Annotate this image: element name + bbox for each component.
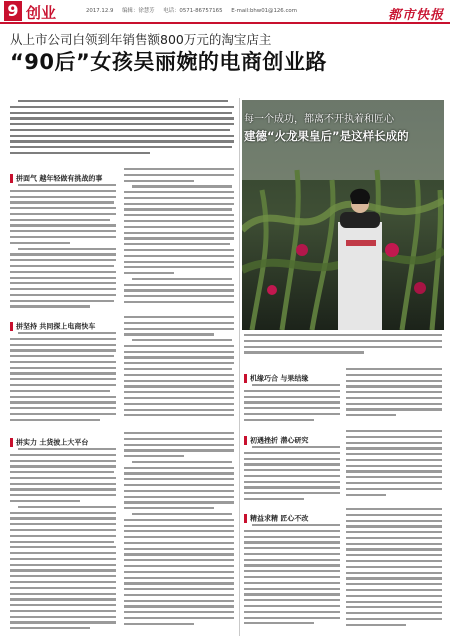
masthead-info [86,6,304,14]
section-marker [10,322,13,331]
section-heading: 拼实力 土货披上大平台 [10,432,88,444]
section-marker [244,374,247,383]
section-marker [244,436,247,445]
section-marker [244,514,247,523]
article-body-column [244,384,342,422]
photo-headline-line2: 建德“火龙果皇后”是这样长成的 [244,129,409,143]
article-body-column [10,332,118,426]
article-body-column [346,508,444,634]
photo-caption [244,334,444,364]
issue-date: 2017.12.9 [86,8,114,14]
column-divider [239,98,240,636]
article-body-column [244,524,342,634]
section-heading: 机缘巧合 与果结缘 [244,368,308,380]
article-body-column [346,430,444,502]
section-heading: 精益求精 匠心不改 [244,508,308,520]
article-body-column [124,316,236,426]
article-body-column [346,368,444,422]
article-body-column [124,432,236,634]
section-heading: 拼坚持 共同探上电商快车 [10,316,95,328]
article-body-column [10,448,118,634]
lead-paragraph [10,100,236,162]
photo-headline [244,110,444,144]
section-marker [10,438,13,447]
article-body-column [10,184,118,312]
photo-headline-line1: 每一个成功，都离不开执着和匠心 [244,114,394,125]
editor-phone: 电话：0571-86757165 [163,8,223,14]
section-heading: 初遇挫折 潜心研究 [244,430,308,442]
article-subtitle: 从上市公司白领到年销售额800万元的淘宝店主 [10,32,272,47]
article-headline: “90后”女孩吴丽婉的电商创业路 [10,50,327,74]
article-body-column [244,446,342,502]
editor-name: 编辑：徐慧芳 [122,8,155,14]
newspaper-logo: 都市快报 [387,8,444,23]
masthead [0,0,450,24]
page-number: 9 [4,1,22,21]
editor-email: E-mail:bhw01@126.com [231,8,297,14]
section-title: 创业 [26,4,57,22]
article-body-column [124,168,236,312]
section-marker [10,174,13,183]
section-heading: 拼面气 越年轻做有挑战的事 [10,168,102,180]
